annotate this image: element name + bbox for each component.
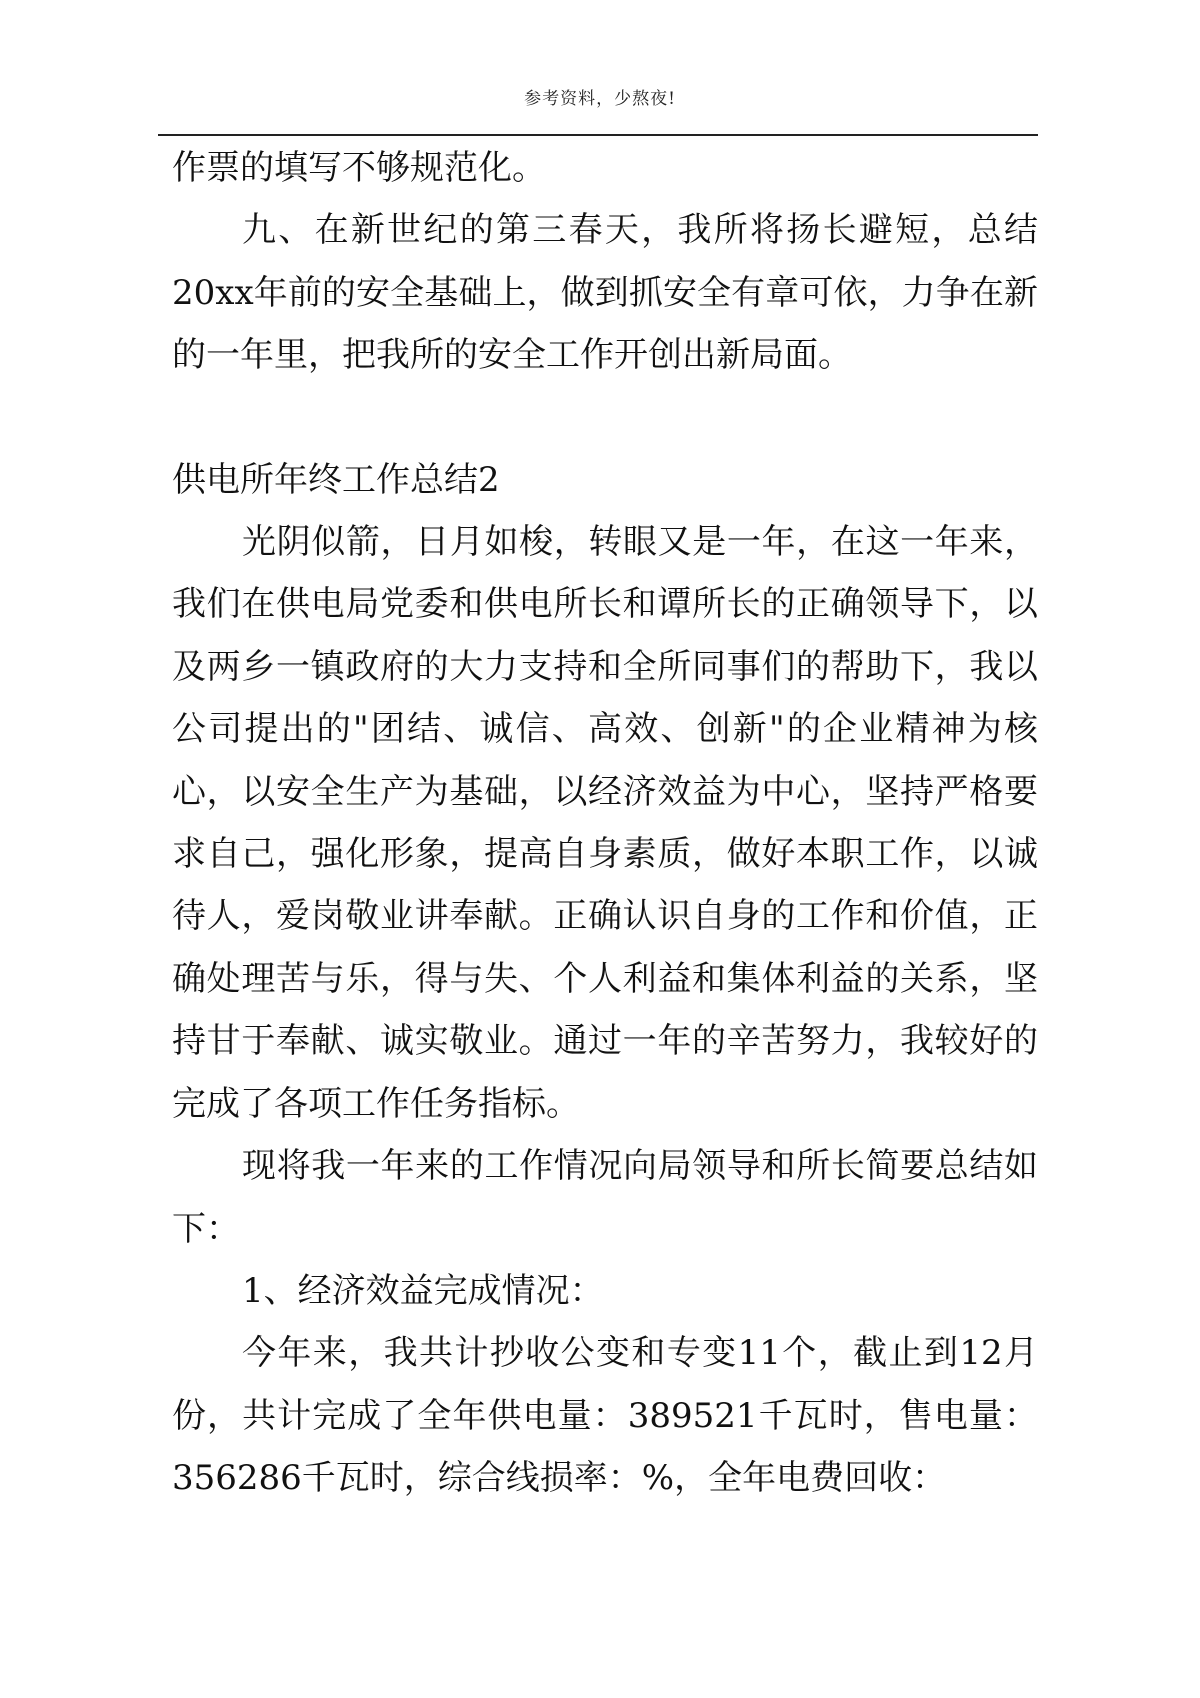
paragraph-summary-lead: 现将我一年来的工作情况向局领导和所长简要总结如下：	[172, 1146, 1038, 1249]
subsection-heading: 1、经济效益完成情况：	[242, 1270, 604, 1311]
page-header: 参考资料，少熬夜!	[524, 89, 676, 109]
header-divider	[158, 134, 1038, 136]
section-title: 供电所年终工作总结2	[172, 459, 500, 500]
paragraph-item-nine: 九、在新世纪的第三春天，我所将扬长避短，总结20xx年前的安全基础上，做到抓安全有章可依，力争在新的一年里，把我所的安全工作开创出新局面。	[172, 210, 1038, 376]
paragraph-intro: 光阴似箭，日月如梭，转眼又是一年，在这一年来，我们在供电局党委和供电所长和谭所长的正确领导下，以及两乡一镇政府的大力支持和全所同事们的帮助下，我以公司提出的"团结、诚信、高效、创新"的企业精神为核心，以安全生产为基础，以经济效益为中心，坚持严格要求自己，强化形象，提高自身素质，做好本职工作，以诚待人，爱岗敬业讲奉献。正确认识自身的工作和价值，正确处理苦与乐，得与失、个人利益和集体利益的关系，坚持甘于奉献、诚实敬业。通过一年的辛苦努力，我较好的完成了各项工作任务指标。	[172, 522, 1038, 1124]
paragraph-continuation: 作票的填写不够规范化。	[172, 148, 546, 188]
paragraph-economic-results: 今年来，我共计抄收公变和专变11个，截止到12月份，共计完成了全年供电量：389521千瓦时，售电量：356286千瓦时，综合线损率：%，全年电费回收：	[172, 1333, 1038, 1499]
document-body	[172, 137, 1038, 1510]
paragraph-spacer	[172, 387, 1038, 449]
